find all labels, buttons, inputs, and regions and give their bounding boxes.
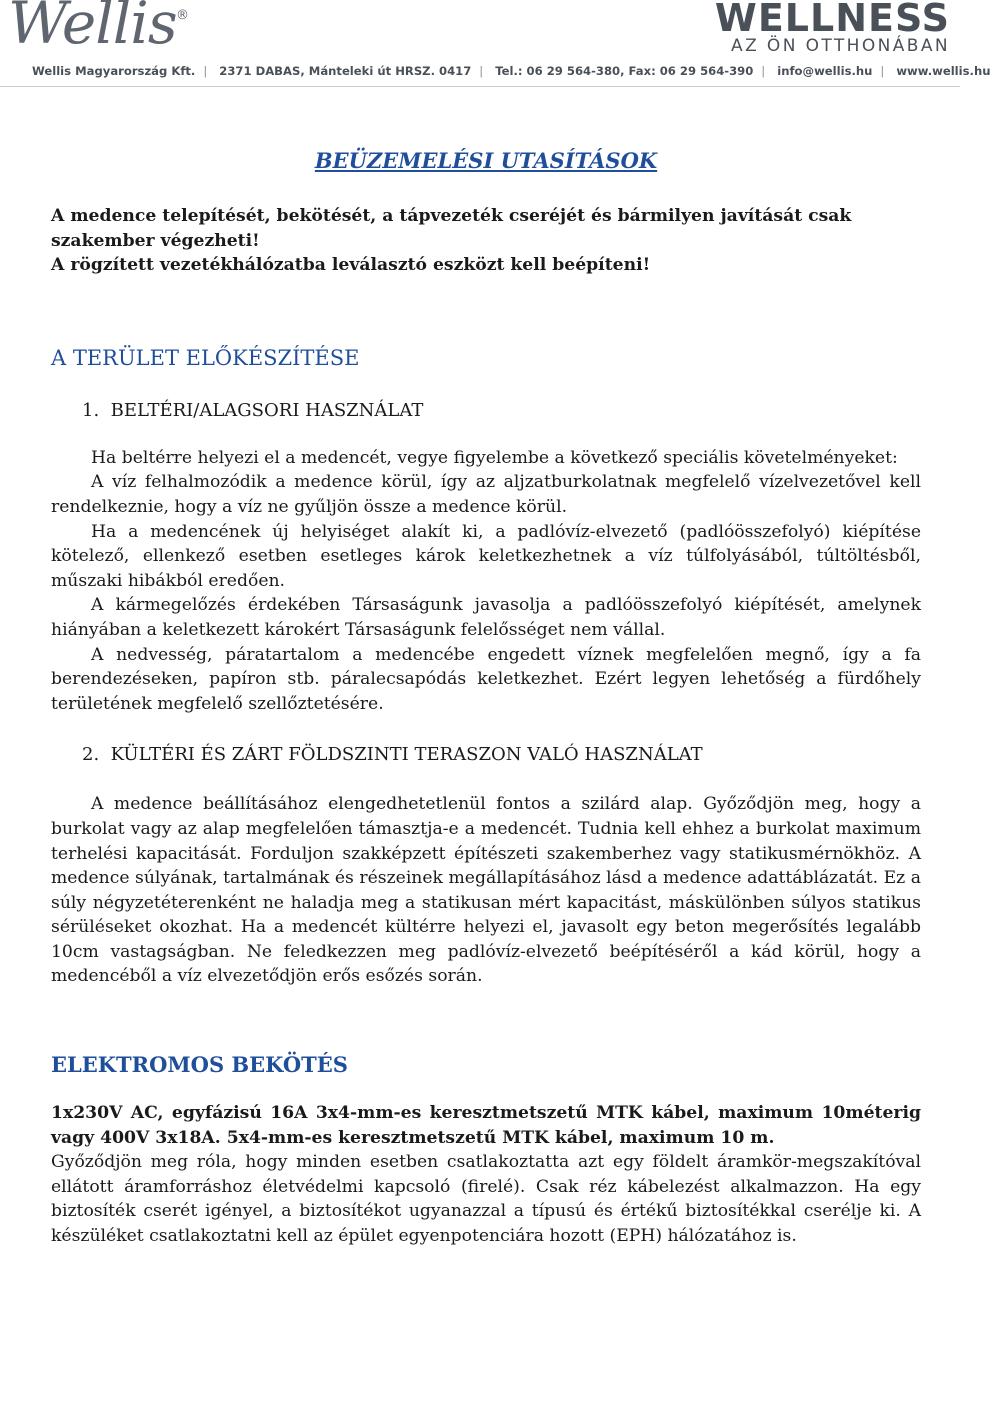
indoor-paragraph-2: A víz felhalmozódik a medence körül, így az aljzatburkolatnak megfelelő vízelvezetővel kell rendelkeznie, hogy a víz ne gyűljön össze a medence körül.: [51, 472, 921, 517]
company-address: 2371 DABAS, Mánteleki út HRSZ. 0417: [219, 64, 472, 78]
registered-mark: ®: [176, 8, 189, 23]
contact-line: Wellis Magyarország Kft. | 2371 DABAS, Mánteleki út HRSZ. 0417 | Tel.: 06 29 564-380, Fax: 06 29 564-390 | info@wellis.hu | www.wellis.hu: [32, 64, 990, 78]
warning-text-1: A medence telepítését, bekötését, a tápvezeték cseréjét és bármilyen javítását csak szakember végezheti!: [51, 206, 852, 251]
subsection-heading-indoor: 1. BELTÉRI/ALAGSORI HASZNÁLAT: [82, 399, 424, 421]
indoor-paragraph-3: Ha a medencének új helyiséget alakít ki, a padlóvíz-elvezető (padlóösszefolyó) kiépítése kötelező, ellenkező esetben esetleges károk keletkezhetnek a víz túlfolyásából, túltöltésből, műszaki hibákból eredően.: [51, 521, 921, 591]
subsection-heading-outdoor: 2. KÜLTÉRI ÉS ZÁRT FÖLDSZINTI TERASZON VALÓ HASZNÁLAT: [82, 744, 703, 766]
letterhead: [0, 0, 990, 90]
brand-subtitle: AZ ÖN OTTHONÁBAN: [731, 36, 950, 56]
indoor-paragraph-1: Ha beltérre helyezi el a medencét, vegye figyelembe a következő speciális követelményeket:: [91, 447, 898, 468]
company-phone: Tel.: 06 29 564-380, Fax: 06 29 564-390: [495, 64, 754, 78]
brand-title: WELLNESS: [714, 0, 950, 40]
company-website: www.wellis.hu: [896, 64, 990, 78]
document-title: BEÜZEMELÉSI UTASÍTÁSOK: [314, 148, 658, 173]
section-heading-area-prep: A TERÜLET ELŐKÉSZÍTÉSE: [51, 345, 360, 370]
header-divider: [0, 86, 960, 87]
indoor-paragraph-5: A nedvesség, páratartalom a medencébe engedett víznek megfelelően megnő, így a fa berendezéseken, papíron stb. páralecsapódás keletkezhet. Ezért legyen lehetőség a fürdőhely területének megfelelő szellőztetésére.: [51, 644, 921, 714]
electrical-paragraph-1: Győződjön meg róla, hogy minden esetben csatlakoztatta azt egy földelt áramkör-megszakítóval ellátott áramforráshoz életvédelmi kapcsoló (firelé). Csak réz kábelezést alkalmazzon. Ha egy biztosíték cserét igényel, a biztosítékot ugyanazzal a típusú és értékű biztosítékkal cserélje ki. A készüléket csatlakoztatni kell az épület egyenpotenciára hozott (EPH) hálózatához is.: [51, 1152, 921, 1247]
section-heading-electrical: ELEKTROMOS BEKÖTÉS: [51, 1052, 348, 1078]
electrical-spec: 1x230V AC, egyfázisú 16A 3x4-mm-es keresztmetszetű MTK kábel, maximum 10méterig vagy 400V 3x18A. 5x4-mm-es keresztmetszetű MTK kábel, maximum 10 m.: [51, 1103, 921, 1148]
wellis-logo: Wellis: [8, 0, 177, 57]
indoor-paragraph-4: A kármegelőzés érdekében Társaságunk javasolja a padlóösszefolyó kiépítését, amelynek hiányában a keletkezett károkért Társaságunk felelősséget nem vállal.: [51, 595, 921, 640]
outdoor-paragraph-1: A medence beállításához elengedhetetlenül fontos a szilárd alap. Győződjön meg, hogy a burkolat vagy az alap megfelelően támasztja-e a medencét. Tudnia kell ehhez a burkolat maximum terhelési kapacitását. Forduljon szakképzett építészeti szakemberhez vagy statikusmérnökhöz. A medence súlyának, tartalmának és részeinek megállapításához lásd a medence adattáblázatát. Ez a súly négyzetéterenként ne haladja meg a statikusan mért kapacitást, máskülönben súlyos statikus sérüléseket okozhat. Ha a medencét kültérre helyezi el, javasolt egy beton megerősítés legalább 10cm vastagságban. Ne feledkezzen meg padlóvíz-elvezető beépítéséről a kád körül, hogy a medencéből a víz elvezetődjön erős esőzés során.: [51, 794, 921, 987]
document-body: [51, 146, 921, 1249]
company-name: Wellis Magyarország Kft.: [32, 64, 196, 78]
brand-block: [715, 0, 950, 55]
company-email: info@wellis.hu: [777, 64, 873, 78]
warning-text-2: A rögzített vezetékhálózatba leválasztó eszközt kell beépíteni!: [51, 255, 651, 276]
